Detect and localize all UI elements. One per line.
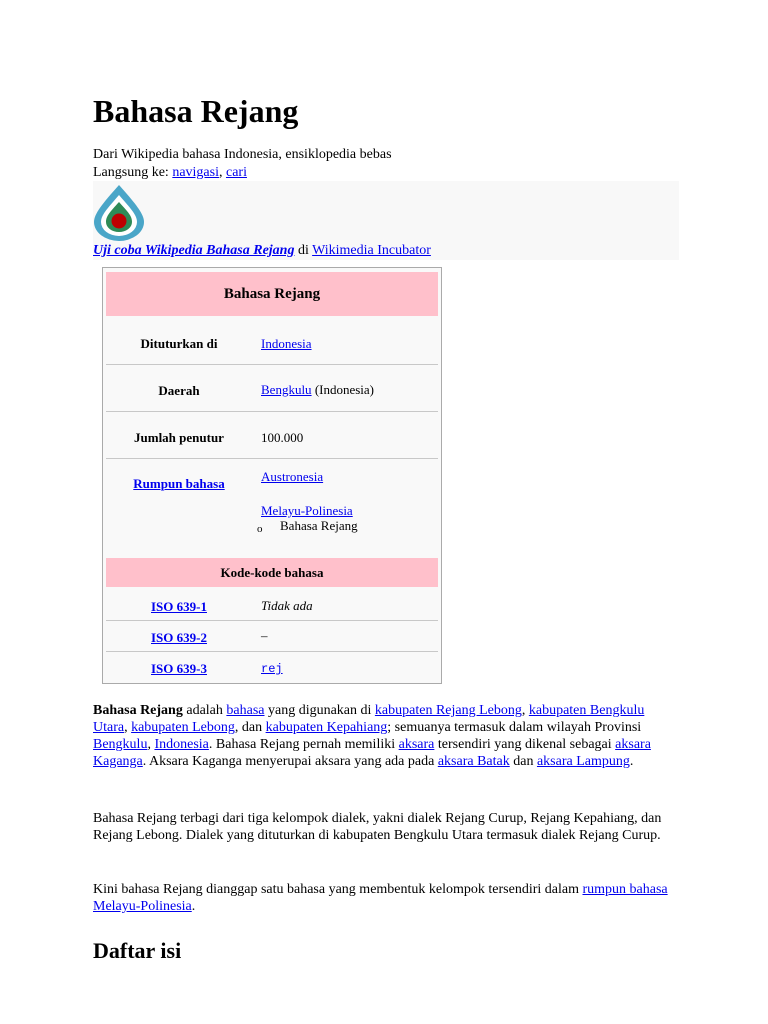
- infobox-divider: [106, 411, 438, 412]
- link-kepahiang[interactable]: kabupaten Kepahiang: [265, 720, 388, 735]
- page-title: Bahasa Rejang: [93, 93, 299, 129]
- paragraph-dialects: Bahasa Rejang terbagi dari tiga kelompok dialek, yakni dialek Rejang Curup, Rejang Kepahiang, dan Rejang Lebong. Dialek yang dituturkan di kabupaten Bengkulu Utara termasuk dialek Rejang Curup.: [93, 811, 662, 843]
- infobox: [102, 267, 442, 684]
- list-bullet: o: [257, 523, 263, 535]
- paragraph-intro: [93, 702, 679, 770]
- jump-links: [93, 164, 247, 181]
- incubator-text: [93, 242, 431, 259]
- speakers-value: 100.000: [261, 430, 304, 445]
- infobox-divider: [106, 364, 438, 365]
- link-bengkulu-utara[interactable]: kabupaten Bengkulu Utara: [93, 703, 645, 735]
- codes-header: Kode-kode bahasa: [106, 558, 438, 587]
- iso639-1-link[interactable]: ISO 639-1: [151, 599, 207, 614]
- region-rest: (Indonesia): [311, 382, 375, 397]
- wikimedia-incubator-logo-icon: [93, 184, 145, 242]
- iso639-2-value: –: [261, 628, 268, 643]
- incubator-site-link[interactable]: Wikimedia Incubator: [312, 243, 431, 258]
- link-lebong[interactable]: kabupaten Lebong: [131, 720, 235, 735]
- infobox-divider: [106, 620, 438, 621]
- bold-term: Bahasa Rejang: [93, 703, 183, 718]
- text-run: ,: [124, 720, 132, 735]
- link-aksara-batak[interactable]: aksara Batak: [437, 754, 510, 769]
- link-indonesia[interactable]: Indonesia: [154, 737, 209, 752]
- link-aksara-kaganga[interactable]: aksara Kaganga: [93, 737, 651, 769]
- text-run: yang digunakan di: [264, 703, 375, 718]
- incubator-notice: [93, 181, 679, 260]
- spoken-label: Dituturkan di: [140, 336, 218, 351]
- iso639-3-link[interactable]: ISO 639-3: [151, 661, 207, 676]
- paragraph-classification: [93, 881, 679, 915]
- iso639-3-value-link[interactable]: rej: [261, 662, 283, 676]
- text-run: tersendiri yang dikenal sebagai: [434, 737, 616, 752]
- text-run: dan: [509, 754, 537, 769]
- link-bahasa[interactable]: bahasa: [226, 703, 265, 718]
- jump-prefix: Langsung ke:: [93, 165, 173, 180]
- text-run: .: [629, 754, 634, 769]
- speakers-label: Jumlah penutur: [134, 430, 224, 445]
- iso639-1-value: Tidak ada: [261, 598, 313, 613]
- text-run: adalah: [182, 703, 227, 718]
- nav-link[interactable]: navigasi: [172, 165, 219, 180]
- region-label: Daerah: [158, 383, 200, 398]
- iso639-2-link[interactable]: ISO 639-2: [151, 630, 207, 645]
- infobox-title: Bahasa Rejang: [106, 272, 438, 316]
- site-subtitle: Dari Wikipedia bahasa Indonesia, ensiklopedia bebas: [93, 147, 392, 162]
- family-austronesia-link[interactable]: Austronesia: [261, 469, 324, 484]
- infobox-divider: [106, 651, 438, 652]
- family-malayo-polynesian-link[interactable]: Melayu-Polinesia: [261, 503, 353, 518]
- incubator-connector: di: [294, 243, 313, 258]
- region-link[interactable]: Bengkulu: [261, 382, 312, 397]
- jump-separator: ,: [218, 165, 226, 180]
- text-run: . Bahasa Rejang pernah memiliki: [208, 737, 399, 752]
- text-run: Kini bahasa Rejang dianggap satu bahasa yang membentuk kelompok tersendiri dalam: [93, 882, 583, 897]
- text-run: .: [191, 899, 196, 914]
- link-bengkulu[interactable]: Bengkulu: [93, 737, 148, 752]
- link-rejang-lebong[interactable]: kabupaten Rejang Lebong: [374, 703, 522, 718]
- infobox-divider: [106, 458, 438, 459]
- link-aksara[interactable]: aksara: [398, 737, 435, 752]
- spoken-value-link[interactable]: Indonesia: [261, 336, 312, 351]
- text-run: ,: [147, 737, 155, 752]
- family-label-link[interactable]: Rumpun bahasa: [133, 476, 225, 491]
- text-run: ; semuanya termasuk dalam wilayah Provinsi: [387, 720, 642, 735]
- link-aksara-lampung[interactable]: aksara Lampung: [536, 754, 630, 769]
- link-malayo-polynesian[interactable]: rumpun bahasa Melayu-Polinesia: [93, 882, 668, 914]
- family-rejang: Bahasa Rejang: [280, 518, 358, 533]
- search-link[interactable]: cari: [225, 165, 247, 180]
- toc-heading: Daftar isi: [93, 938, 182, 963]
- text-run: , dan: [234, 720, 266, 735]
- text-run: . Aksara Kaganga menyerupai aksara yang ada pada: [142, 754, 438, 769]
- text-run: ,: [521, 703, 529, 718]
- incubator-test-link[interactable]: Uji coba Wikipedia Bahasa Rejang: [93, 243, 295, 258]
